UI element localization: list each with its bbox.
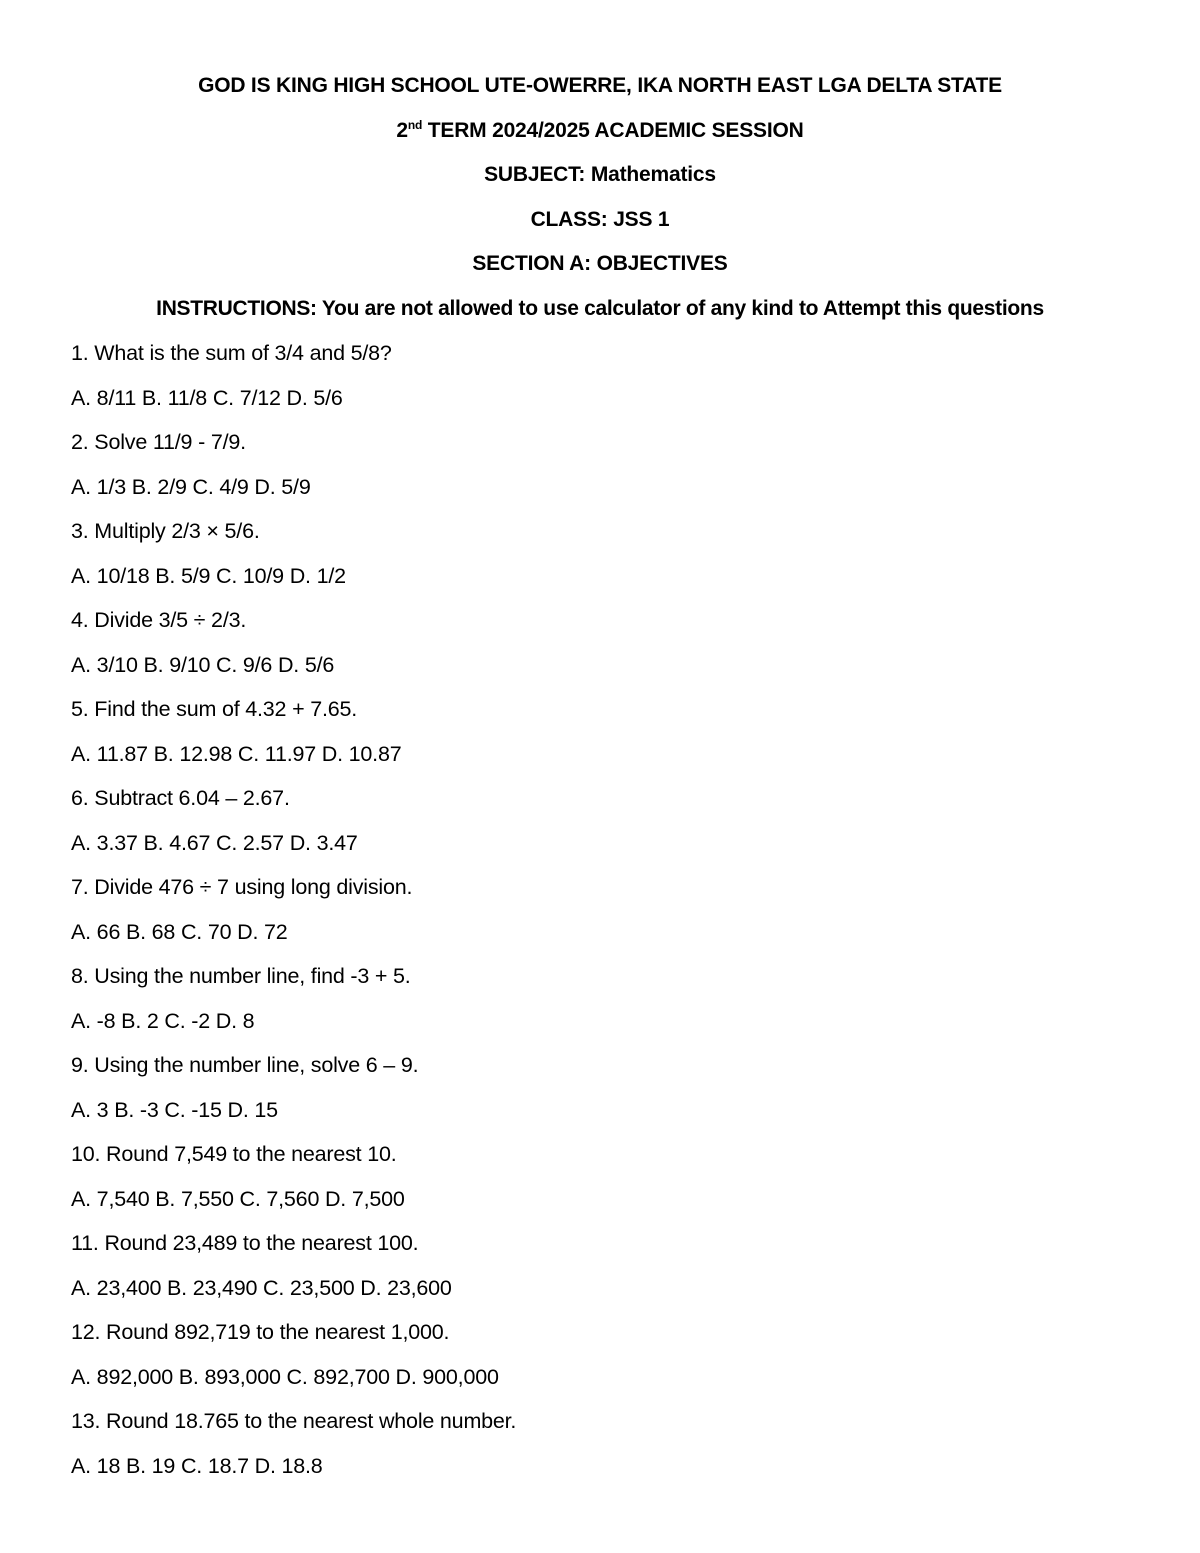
school-name: GOD IS KING HIGH SCHOOL UTE-OWERRE, IKA NORTH EAST LGA DELTA STATE (198, 74, 1002, 97)
instructions-text: You are not allowed to use calculator of any kind to Attempt this questions (321, 296, 1044, 320)
question-options: A. 23,400 B. 23,490 C. 23,500 D. 23,600 (71, 1275, 452, 1300)
question-text: 5. Find the sum of 4.32 + 7.65. (71, 697, 358, 721)
term-session (0, 109, 1200, 154)
subject-line (0, 153, 1200, 198)
question-options: A. 892,000 B. 893,000 C. 892,700 D. 900,000 (71, 1364, 499, 1389)
question-options: A. 1/3 B. 2/9 C. 4/9 D. 5/9 (71, 474, 311, 499)
question-text: 1. What is the sum of 3/4 and 5/8? (71, 341, 392, 365)
question-text: 13. Round 18.765 to the nearest whole number. (71, 1409, 517, 1433)
question-options: A. 3 B. -3 C. -15 D. 15 (71, 1097, 278, 1122)
question-text: 9. Using the number line, solve 6 – 9. (71, 1053, 419, 1077)
question-options: A. 7,540 B. 7,550 C. 7,560 D. 7,500 (71, 1186, 405, 1211)
instructions (0, 287, 1200, 332)
section-title: SECTION A: OBJECTIVES (472, 252, 728, 275)
question-options: A. 8/11 B. 11/8 C. 7/12 D. 5/6 (71, 385, 343, 410)
term-number: 2 (396, 118, 408, 142)
question-text: 11. Round 23,489 to the nearest 100. (71, 1231, 419, 1255)
term-suffix: nd (407, 117, 423, 132)
question-text: 12. Round 892,719 to the nearest 1,000. (71, 1320, 450, 1344)
question-options: A. 3.37 B. 4.67 C. 2.57 D. 3.47 (71, 830, 358, 855)
question-options: A. 18 B. 19 C. 18.7 D. 18.8 (71, 1453, 323, 1478)
question-text: 3. Multiply 2/3 × 5/6. (71, 519, 260, 543)
subject-value: Mathematics (590, 163, 716, 186)
question-options: A. 3/10 B. 9/10 C. 9/6 D. 5/6 (71, 652, 335, 677)
question-options: A. 11.87 B. 12.98 C. 11.97 D. 10.87 (71, 741, 402, 766)
subject-label: SUBJECT: (484, 163, 591, 186)
question-text: 8. Using the number line, find -3 + 5. (71, 964, 411, 988)
question-options: A. -8 B. 2 C. -2 D. 8 (71, 1008, 255, 1033)
instructions-label: INSTRUCTIONS: (156, 296, 322, 320)
question-text: 2. Solve 11/9 - 7/9. (71, 430, 246, 454)
term-rest: TERM 2024/2025 ACADEMIC SESSION (422, 118, 804, 142)
question-text: 6. Subtract 6.04 – 2.67. (71, 786, 290, 810)
question-options: A. 66 B. 68 C. 70 D. 72 (71, 919, 288, 944)
question-text: 10. Round 7,549 to the nearest 10. (71, 1142, 397, 1166)
question-options: A. 10/18 B. 5/9 C. 10/9 D. 1/2 (71, 563, 346, 588)
exam-header (0, 64, 1200, 331)
question-list (71, 331, 1151, 1488)
question-text: 4. Divide 3/5 ÷ 2/3. (71, 608, 247, 632)
class-line: CLASS: JSS 1 (530, 207, 670, 231)
question-text: 7. Divide 476 ÷ 7 using long division. (71, 875, 413, 899)
